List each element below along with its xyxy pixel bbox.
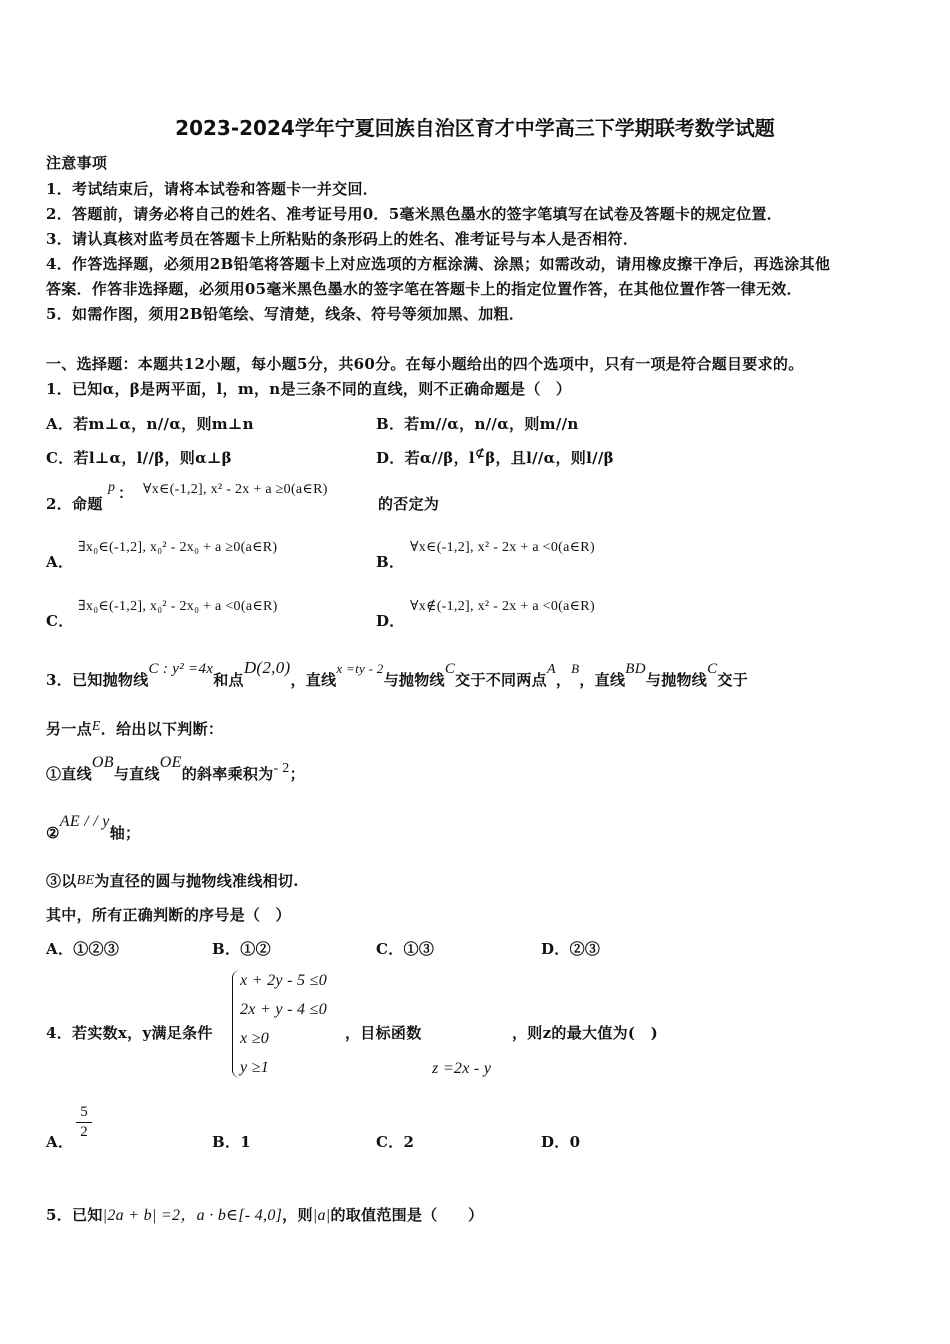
- notice-item: 1．考试结束后，请将本试卷和答题卡一并交回．: [46, 180, 379, 198]
- notice-item: 5．如需作图，须用2B铅笔绘、写清楚，线条、符号等须加黑、加粗．: [46, 305, 525, 323]
- q2-stem-pre: 2．命题: [46, 495, 103, 513]
- q1-option-b: B．若m//α，n//α，则m//n: [376, 415, 579, 433]
- q2-stem-post: 的否定为: [378, 495, 440, 513]
- notice-item: 2．答题前，请务必将自己的姓名、准考证号用0．5毫米黑色墨水的签字笔填写在试卷及答题卡的规定位置．: [46, 205, 783, 223]
- q1-stem: 1．已知α，β是两平面，l，m，n是三条不同的直线，则不正确命题是（ ）: [46, 380, 572, 398]
- q1-option-c: C．若l⊥α，l//β，则α⊥β: [46, 449, 232, 467]
- q4-objective: z =2x - y: [432, 1060, 492, 1077]
- q2-colon: ：: [118, 484, 134, 502]
- q2-formula: ∀x∈(-1,2], x² - 2x + a ≥0(a∈R): [143, 482, 328, 497]
- q3-judgement-1: ①直线OB与直线OE的斜率乘积为- 2；: [46, 754, 305, 783]
- q4-constraint: x + 2y - 5 ≤0: [240, 972, 328, 989]
- q4-constraint: x ≥0: [240, 1030, 270, 1047]
- q4-option-b: B．1: [212, 1133, 252, 1151]
- q1-d-pre: D．若α//β，l: [376, 449, 475, 467]
- not-subset-symbol: ⊄: [474, 446, 486, 460]
- q2-a-label: A．: [46, 553, 74, 571]
- q2-option-c: ∃x₀∈(-1,2], x₀² - 2x₀ + a <0(a∈R): [78, 599, 278, 614]
- q4-stem: 4．若实数x，y满足条件: [46, 1024, 213, 1042]
- q4-option-a-fraction: [76, 1104, 92, 1141]
- notice-item: 答案．作答非选择题，必须用05毫米黑色墨水的签字笔在答题卡上的指定位置作答，在其他位置作答一律无效．: [46, 280, 802, 298]
- q4-stem-post: ，则z的最大值为( ): [512, 1024, 659, 1042]
- q1-d-post: β，且l//α，则l//β: [485, 449, 614, 467]
- q4-option-d: D．0: [541, 1133, 581, 1151]
- q3-stem-line1: 3．已知抛物线C : y² =4x和点D(2,0)，直线x =ty - 2与抛物线C交于不同两点A，B，直线BD与抛物线C交于: [46, 658, 749, 689]
- q2-p: p: [108, 480, 116, 495]
- q4-option-c: C．2: [376, 1133, 415, 1151]
- q2-option-a: ∃x₀∈(-1,2], x₀² - 2x₀ + a ≥0(a∈R): [78, 540, 278, 555]
- page-title: 2023-2024学年宁夏回族自治区育才中学高三下学期联考数学试题: [175, 116, 775, 140]
- q4-a-label: A．: [46, 1133, 74, 1151]
- q2-c-label: C．: [46, 612, 74, 630]
- q3-judgement-3: ③以BE为直径的圆与抛物线准线相切.: [46, 872, 299, 890]
- fraction-bar: [76, 1122, 92, 1123]
- notice-item: 3．请认真核对监考员在答题卡上所粘贴的条形码上的姓名、准考证号与本人是否相符．: [46, 230, 639, 248]
- q3-stem-line2: 另一点E．给出以下判断：: [46, 719, 224, 738]
- notice-heading: 注意事项: [46, 154, 108, 172]
- q3-option-a: A．①②③: [46, 940, 120, 958]
- q5-stem: 5．已知|2a + b| =2，a · b∈[- 4,0]，则|a|的取值范围是（ ）: [46, 1206, 484, 1224]
- fraction-denominator: 2: [80, 1124, 88, 1140]
- q1-option-d: [376, 447, 614, 468]
- q3-option-d: D．②③: [541, 940, 601, 958]
- q3-option-b: B．①②: [212, 940, 271, 958]
- q3-option-c: C．①③: [376, 940, 435, 958]
- q2-d-label: D．: [376, 612, 405, 630]
- q4-constraint: 2x + y - 4 ≤0: [240, 1001, 328, 1018]
- q4-constraint: y ≥1: [240, 1059, 270, 1076]
- q4-stem-mid: ，目标函数: [345, 1024, 422, 1042]
- q2-option-b: ∀x∈(-1,2], x² - 2x + a <0(a∈R): [410, 540, 595, 555]
- notice-item: 4．作答选择题，必须用2B铅笔将答题卡上对应选项的方框涂满、涂黑；如需改动，请用橡皮擦干净后，再选涂其他: [46, 255, 831, 273]
- q3-judgement-2: ②AE / / y轴；: [46, 813, 141, 842]
- q2-option-d: ∀x∉(-1,2], x² - 2x + a <0(a∈R): [410, 599, 595, 614]
- fraction-numerator: 5: [80, 1104, 88, 1120]
- q2-b-label: B．: [376, 553, 405, 571]
- q1-option-a: A．若m⊥α，n//α，则m⊥n: [46, 415, 254, 433]
- q3-ask: 其中，所有正确判断的序号是（ ）: [46, 906, 291, 924]
- section-heading: 一、选择题：本题共12小题，每小题5分，共60分。在每小题给出的四个选项中，只有一项是符合题目要求的。: [46, 355, 804, 373]
